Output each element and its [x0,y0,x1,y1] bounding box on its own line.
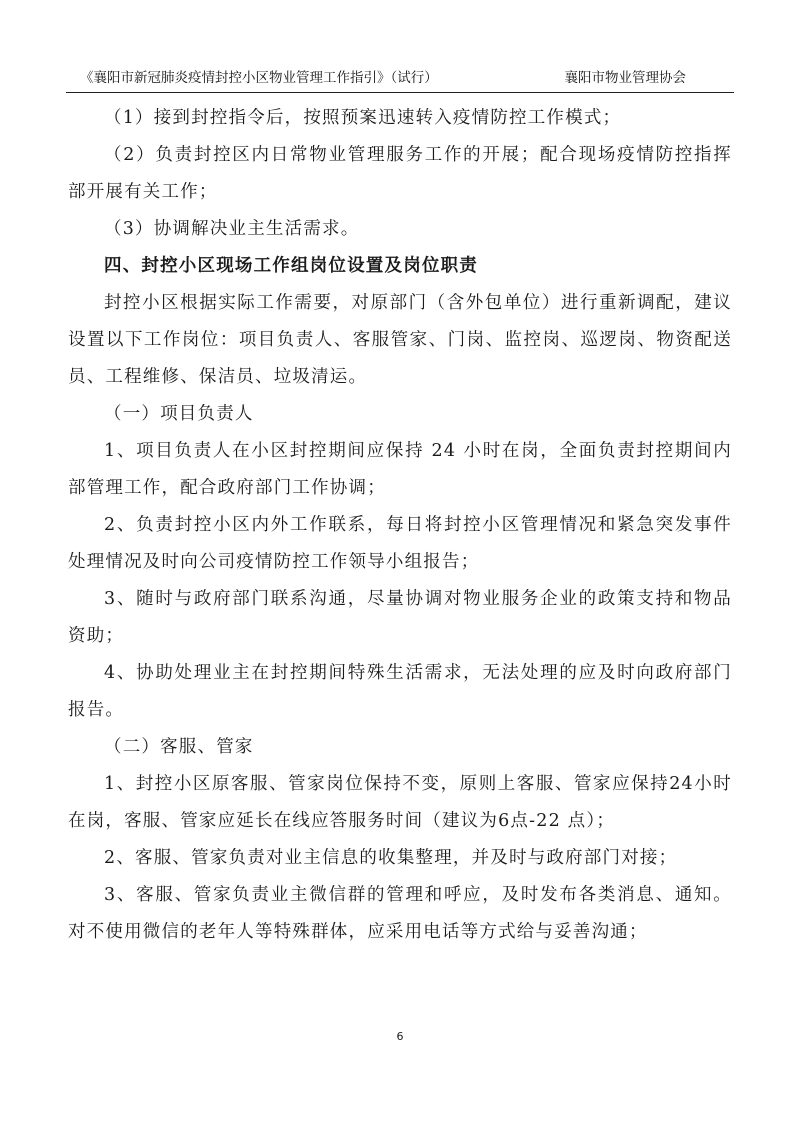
paragraph: （1）接到封控指令后，按照预案迅速转入疫情防控工作模式； [104,108,622,128]
subsection-heading: （一）项目负责人 [104,404,254,424]
header-title: 《襄阳市新冠肺炎疫情封控小区物业管理工作指引》（试行） [80,70,438,86]
document-body [68,100,732,951]
section-heading: 四、封控小区现场工作组岗位设置及岗位职责 [104,256,478,276]
paragraph: （2）负责封控区内日常物业管理服务工作的开展；配合现场疫情防控指挥部开展有关工作； [68,145,732,202]
paragraph: 封控小区根据实际工作需要，对原部门（含外包单位）进行重新调配，建议设置以下工作岗位：项目负责人、客服管家、门岗、监控岗、巡逻岗、物资配送员、工程维修、保洁员、垃圾清运。 [68,293,732,387]
paragraph: 1、封控小区原客服、管家岗位保持不变，原则上客服、管家应保持24小时在岗，客服、管家应延长在线应答服务时间（建议为6点-22 点）； [68,774,732,831]
header-org: 襄阳市物业管理协会 [564,70,686,86]
paragraph: （3）协调解决业主生活需求。 [104,219,360,239]
paragraph: 2、客服、管家负责对业主信息的收集整理，并及时与政府部门对接； [104,848,678,868]
page-number: 6 [396,1030,404,1043]
paragraph: 4、协助处理业主在封控期间特殊生活需求，无法处理的应及时向政府部门报告。 [68,663,732,720]
paragraph: 3、随时与政府部门联系沟通，尽量协调对物业服务企业的政策支持和物品资助； [68,589,732,646]
paragraph: 1、项目负责人在小区封控期间应保持 24 小时在岗，全面负责封控期间内部管理工作，配合政府部门工作协调； [68,441,732,498]
paragraph: 3、客服、管家负责业主微信群的管理和呼应，及时发布各类消息、通知。对不使用微信的老年人等特殊群体，应采用电话等方式给与妥善沟通； [68,885,732,942]
subsection-heading: （二）客服、管家 [104,737,254,757]
paragraph: 2、负责封控小区内外工作联系，每日将封控小区管理情况和紧急突发事件处理情况及时向公司疫情防控工作领导小组报告； [68,515,732,572]
page-header [66,68,734,93]
